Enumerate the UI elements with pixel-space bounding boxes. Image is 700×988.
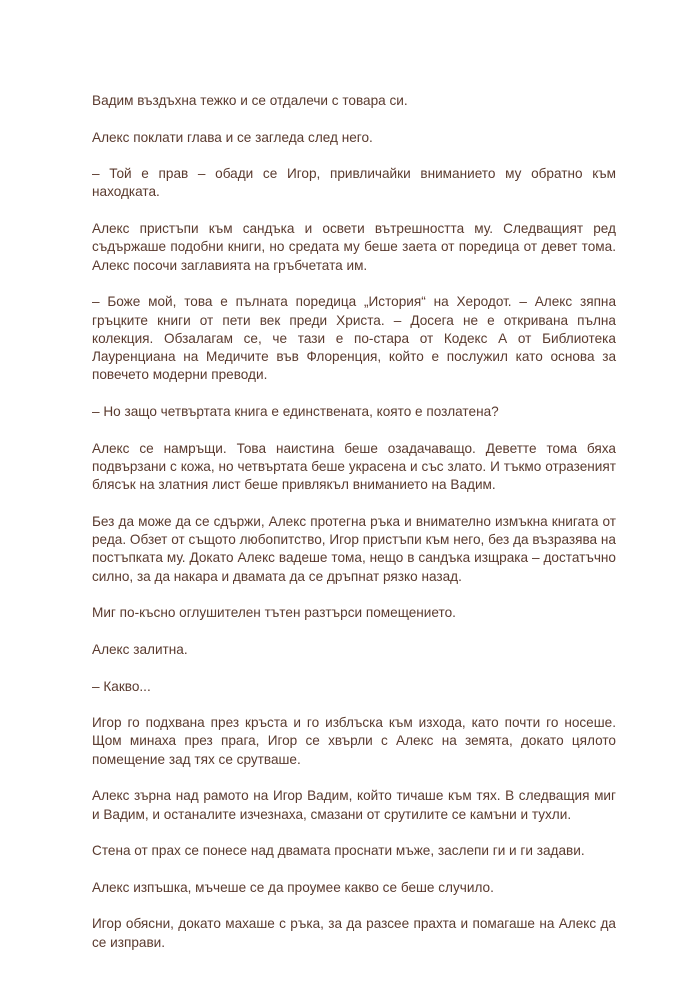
document-body	[92, 92, 616, 970]
paragraph: – Той е прав – обади се Игор, привличайки вниманието му обратно към находката.	[92, 166, 616, 200]
paragraph: Игор обясни, докато махаше с ръка, за да разсее прахта и помагаше на Алекс да се изправи.	[92, 916, 616, 950]
paragraph: Игор го подхвана през кръста и го изблъска към изхода, като почти го носеше. Щом минаха през прага, Игор се хвърли с Алекс на земята, докато цялото помещение зад тях се срутваше.	[92, 715, 616, 767]
paragraph: Алекс поклати глава и се загледа след него.	[92, 129, 373, 145]
paragraph: – Но защо четвъртата книга е единствената, която е позлатена?	[92, 404, 499, 420]
paragraph: Без да може да се сдържи, Алекс протегна ръка и внимателно измъкна книгата от реда. Обзет от същото любопитство, Игор пристъпи към него, без да възразява на постъпката му. Докато Алекс вадеше тома, нещо в сандъка изщрака – достатъчно силно, за да накара и двамата да се дръпнат рязко назад.	[92, 513, 616, 584]
paragraph: Алекс изпъшка, мъчеше се да проумее какво се беше случило.	[92, 879, 494, 895]
paragraph: Миг по-късно оглушителен тътен разтърси помещението.	[92, 605, 456, 621]
paragraph: Алекс залитна.	[92, 641, 188, 657]
paragraph: Вадим въздъхна тежко и се отдалечи с товара си.	[92, 93, 408, 108]
paragraph: Алекс се намръщи. Това наистина беше озадачаващо. Деветте тома бяха подвързани с кожа, но четвъртата беше украсена и със злато. И тъкмо отразеният блясък на златния лист беше привлякъл вниманието на Вадим.	[92, 440, 616, 493]
paragraph: Алекс зърна над рамото на Игор Вадим, който тичаше към тях. В следващия миг и Вадим, и останалите изчезнаха, смазани от срутилите се камъни и тухли.	[92, 788, 616, 822]
paragraph: – Боже мой, това е пълната поредица „История“ на Херодот. – Алекс зяпна гръцките книги от пети век преди Христа. – Досега не е откривана пълна колекция. Обзалагам се, че тази е по-стара от Кодекс А от Библиотека Лауренциана на Медичите във Флоренция, който е послужил като основа за повечето модерни преводи.	[92, 294, 616, 383]
paragraph: Стена от прах се понесе над двамата проснати мъже, заслепи ги и ги задави.	[92, 843, 585, 859]
paragraph: Алекс пристъпи към сандъка и освети вътрешността му. Следващият ред съдържаше подобни книги, но средата му беше заета от поредица от девет тома. Алекс посочи заглавията на гръбчетата им.	[92, 221, 616, 273]
paragraph: – Какво...	[92, 678, 151, 694]
